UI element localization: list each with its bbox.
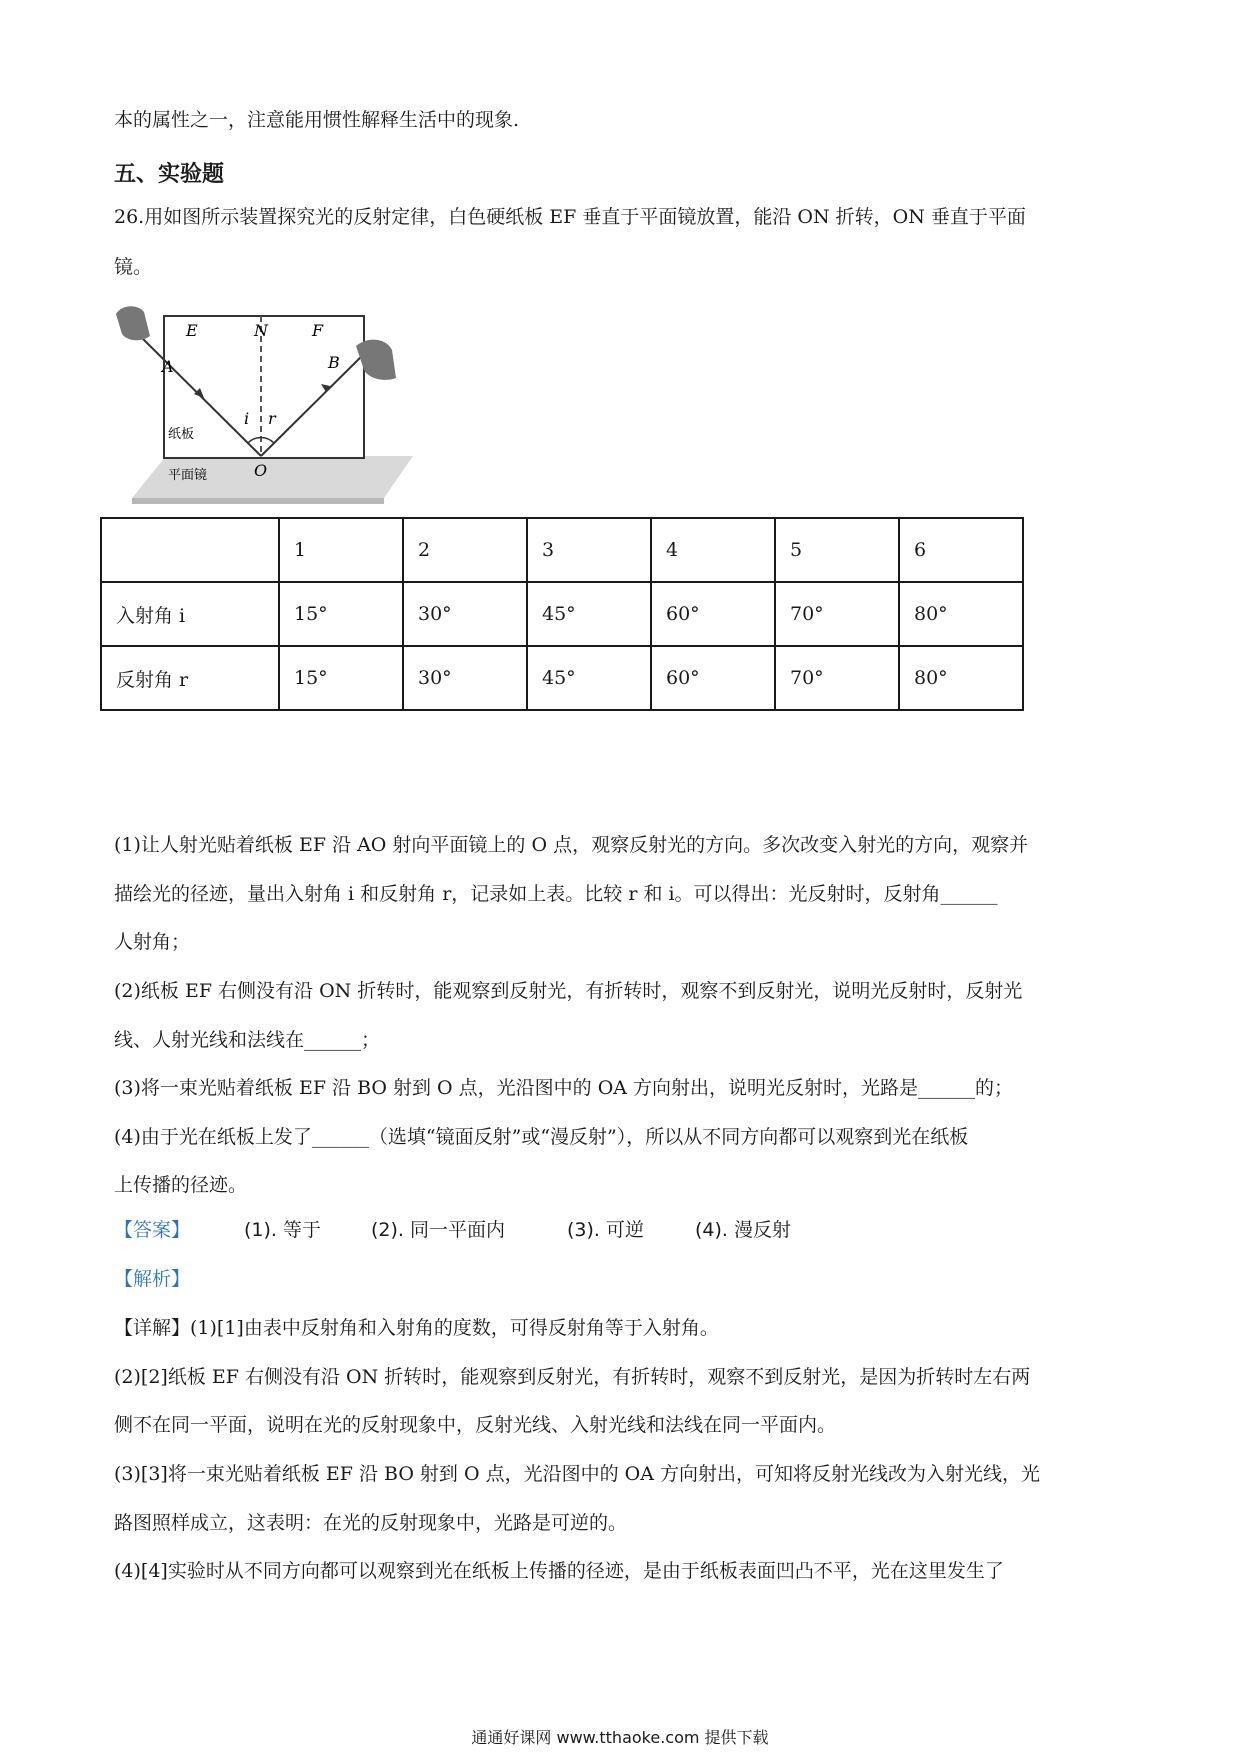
- table-cell: 45°: [527, 582, 651, 646]
- intro-line: 本的属性之一，注意能用惯性解释生活中的现象.: [114, 109, 520, 131]
- table-cell: 2: [403, 518, 527, 582]
- table-cell: 3: [527, 518, 651, 582]
- answer-item-3: (3). 可逆: [567, 1219, 644, 1241]
- subquestion-4-line-1: (4)由于光在纸板上发了______（选填“镜面反射”或“漫反射”），所以从不同方向都可以观察到光在纸板: [114, 1126, 969, 1148]
- table-cell: 45°: [527, 646, 651, 710]
- label-r: r: [268, 409, 276, 428]
- subquestion-2-line-1: (2)纸板 EF 右侧没有沿 ON 折转时，能观察到反射光，有折转时，观察不到反射光，说明光反射时，反射光: [114, 980, 1023, 1002]
- table-cell: 15°: [279, 646, 403, 710]
- reflection-apparatus-figure: [116, 306, 416, 506]
- detail-line-3: 侧不在同一平面，说明在光的反射现象中，反射光线、入射光线和法线在同一平面内。: [114, 1414, 837, 1436]
- table-cell: [101, 518, 279, 582]
- label-a: A: [162, 357, 174, 376]
- table-cell: 5: [775, 518, 899, 582]
- table-cell: 80°: [899, 582, 1023, 646]
- table-header-row: [101, 518, 1023, 582]
- label-n: N: [254, 321, 268, 340]
- table-cell: 30°: [403, 646, 527, 710]
- detail-line-2: (2)[2]纸板 EF 右侧没有沿 ON 折转时，能观察到反射光，有折转时，观察不到反射光，是因为折转时左右两: [114, 1366, 1031, 1388]
- answer-item-1: (1). 等于: [244, 1219, 321, 1241]
- detail-line-5: 路图照样成立，这表明：在光的反射现象中，光路是可逆的。: [114, 1512, 628, 1534]
- subquestion-1-line-2: 描绘光的径迹，量出入射角 i 和反射角 r，记录如上表。比较 r 和 i。可以得出：光反射时，反射角______: [114, 883, 998, 905]
- label-o: O: [254, 461, 268, 480]
- table-cell: 6: [899, 518, 1023, 582]
- left-hand-icon: [116, 306, 150, 340]
- detail-line-4: (3)[3]将一束光贴着纸板 EF 沿 BO 射到 O 点，光沿图中的 OA 方向射出，可知将反射光线改为入射光线，光: [114, 1463, 1040, 1485]
- data-table: [100, 517, 1024, 711]
- analysis-tag: 【解析】: [114, 1268, 191, 1290]
- section-heading: 五、实验题: [114, 162, 225, 187]
- table-row: [101, 582, 1023, 646]
- footer-credit: 通通好课网 www.tthaoke.com 提供下载: [471, 1728, 769, 1747]
- table-row: [101, 646, 1023, 710]
- table-cell: 70°: [775, 646, 899, 710]
- subquestion-3-line-1: (3)将一束光贴着纸板 EF 沿 BO 射到 O 点，光沿图中的 OA 方向射出，说明光反射时，光路是______的；: [114, 1077, 1014, 1099]
- table-cell: 60°: [651, 646, 775, 710]
- label-mirror: 平面镜: [168, 468, 208, 483]
- table-cell: 60°: [651, 582, 775, 646]
- subquestion-2-line-2: 线、人射光线和法线在______；: [114, 1029, 381, 1051]
- subquestion-4-line-2: 上传播的径迹。: [114, 1174, 248, 1196]
- answer-item-2: (2). 同一平面内: [371, 1219, 505, 1241]
- table-cell: 反射角 r: [101, 646, 279, 710]
- answer-tag: 【答案】: [114, 1219, 191, 1241]
- table-cell: 80°: [899, 646, 1023, 710]
- detail-line-1: 【详解】(1)[1]由表中反射角和入射角的度数，可得反射角等于入射角。: [114, 1317, 719, 1339]
- subquestion-1-line-1: (1)让人射光贴着纸板 EF 沿 AO 射向平面镜上的 O 点，观察反射光的方向。多次改变入射光的方向，观察并: [114, 834, 1029, 856]
- question-line-1: 26.用如图所示装置探究光的反射定律，白色硬纸板 EF 垂直于平面镜放置，能沿 ON 折转，ON 垂直于平面: [114, 206, 1026, 228]
- answer-item-4: (4). 漫反射: [695, 1219, 791, 1241]
- question-line-2: 镜。: [114, 256, 153, 278]
- table-cell: 1: [279, 518, 403, 582]
- label-b: B: [328, 353, 340, 372]
- label-f: F: [312, 321, 324, 340]
- table-cell: 15°: [279, 582, 403, 646]
- table-cell: 入射角 i: [101, 582, 279, 646]
- table-cell: 30°: [403, 582, 527, 646]
- label-i: i: [244, 409, 250, 428]
- subquestion-1-line-3: 人射角；: [114, 931, 191, 953]
- table-cell: 4: [651, 518, 775, 582]
- detail-line-6: (4)[4]实验时从不同方向都可以观察到光在纸板上传播的径迹，是由于纸板表面凹凸不平，光在这里发生了: [114, 1560, 1004, 1582]
- table-cell: 70°: [775, 582, 899, 646]
- label-e: E: [186, 321, 198, 340]
- label-board: 纸板: [168, 427, 195, 442]
